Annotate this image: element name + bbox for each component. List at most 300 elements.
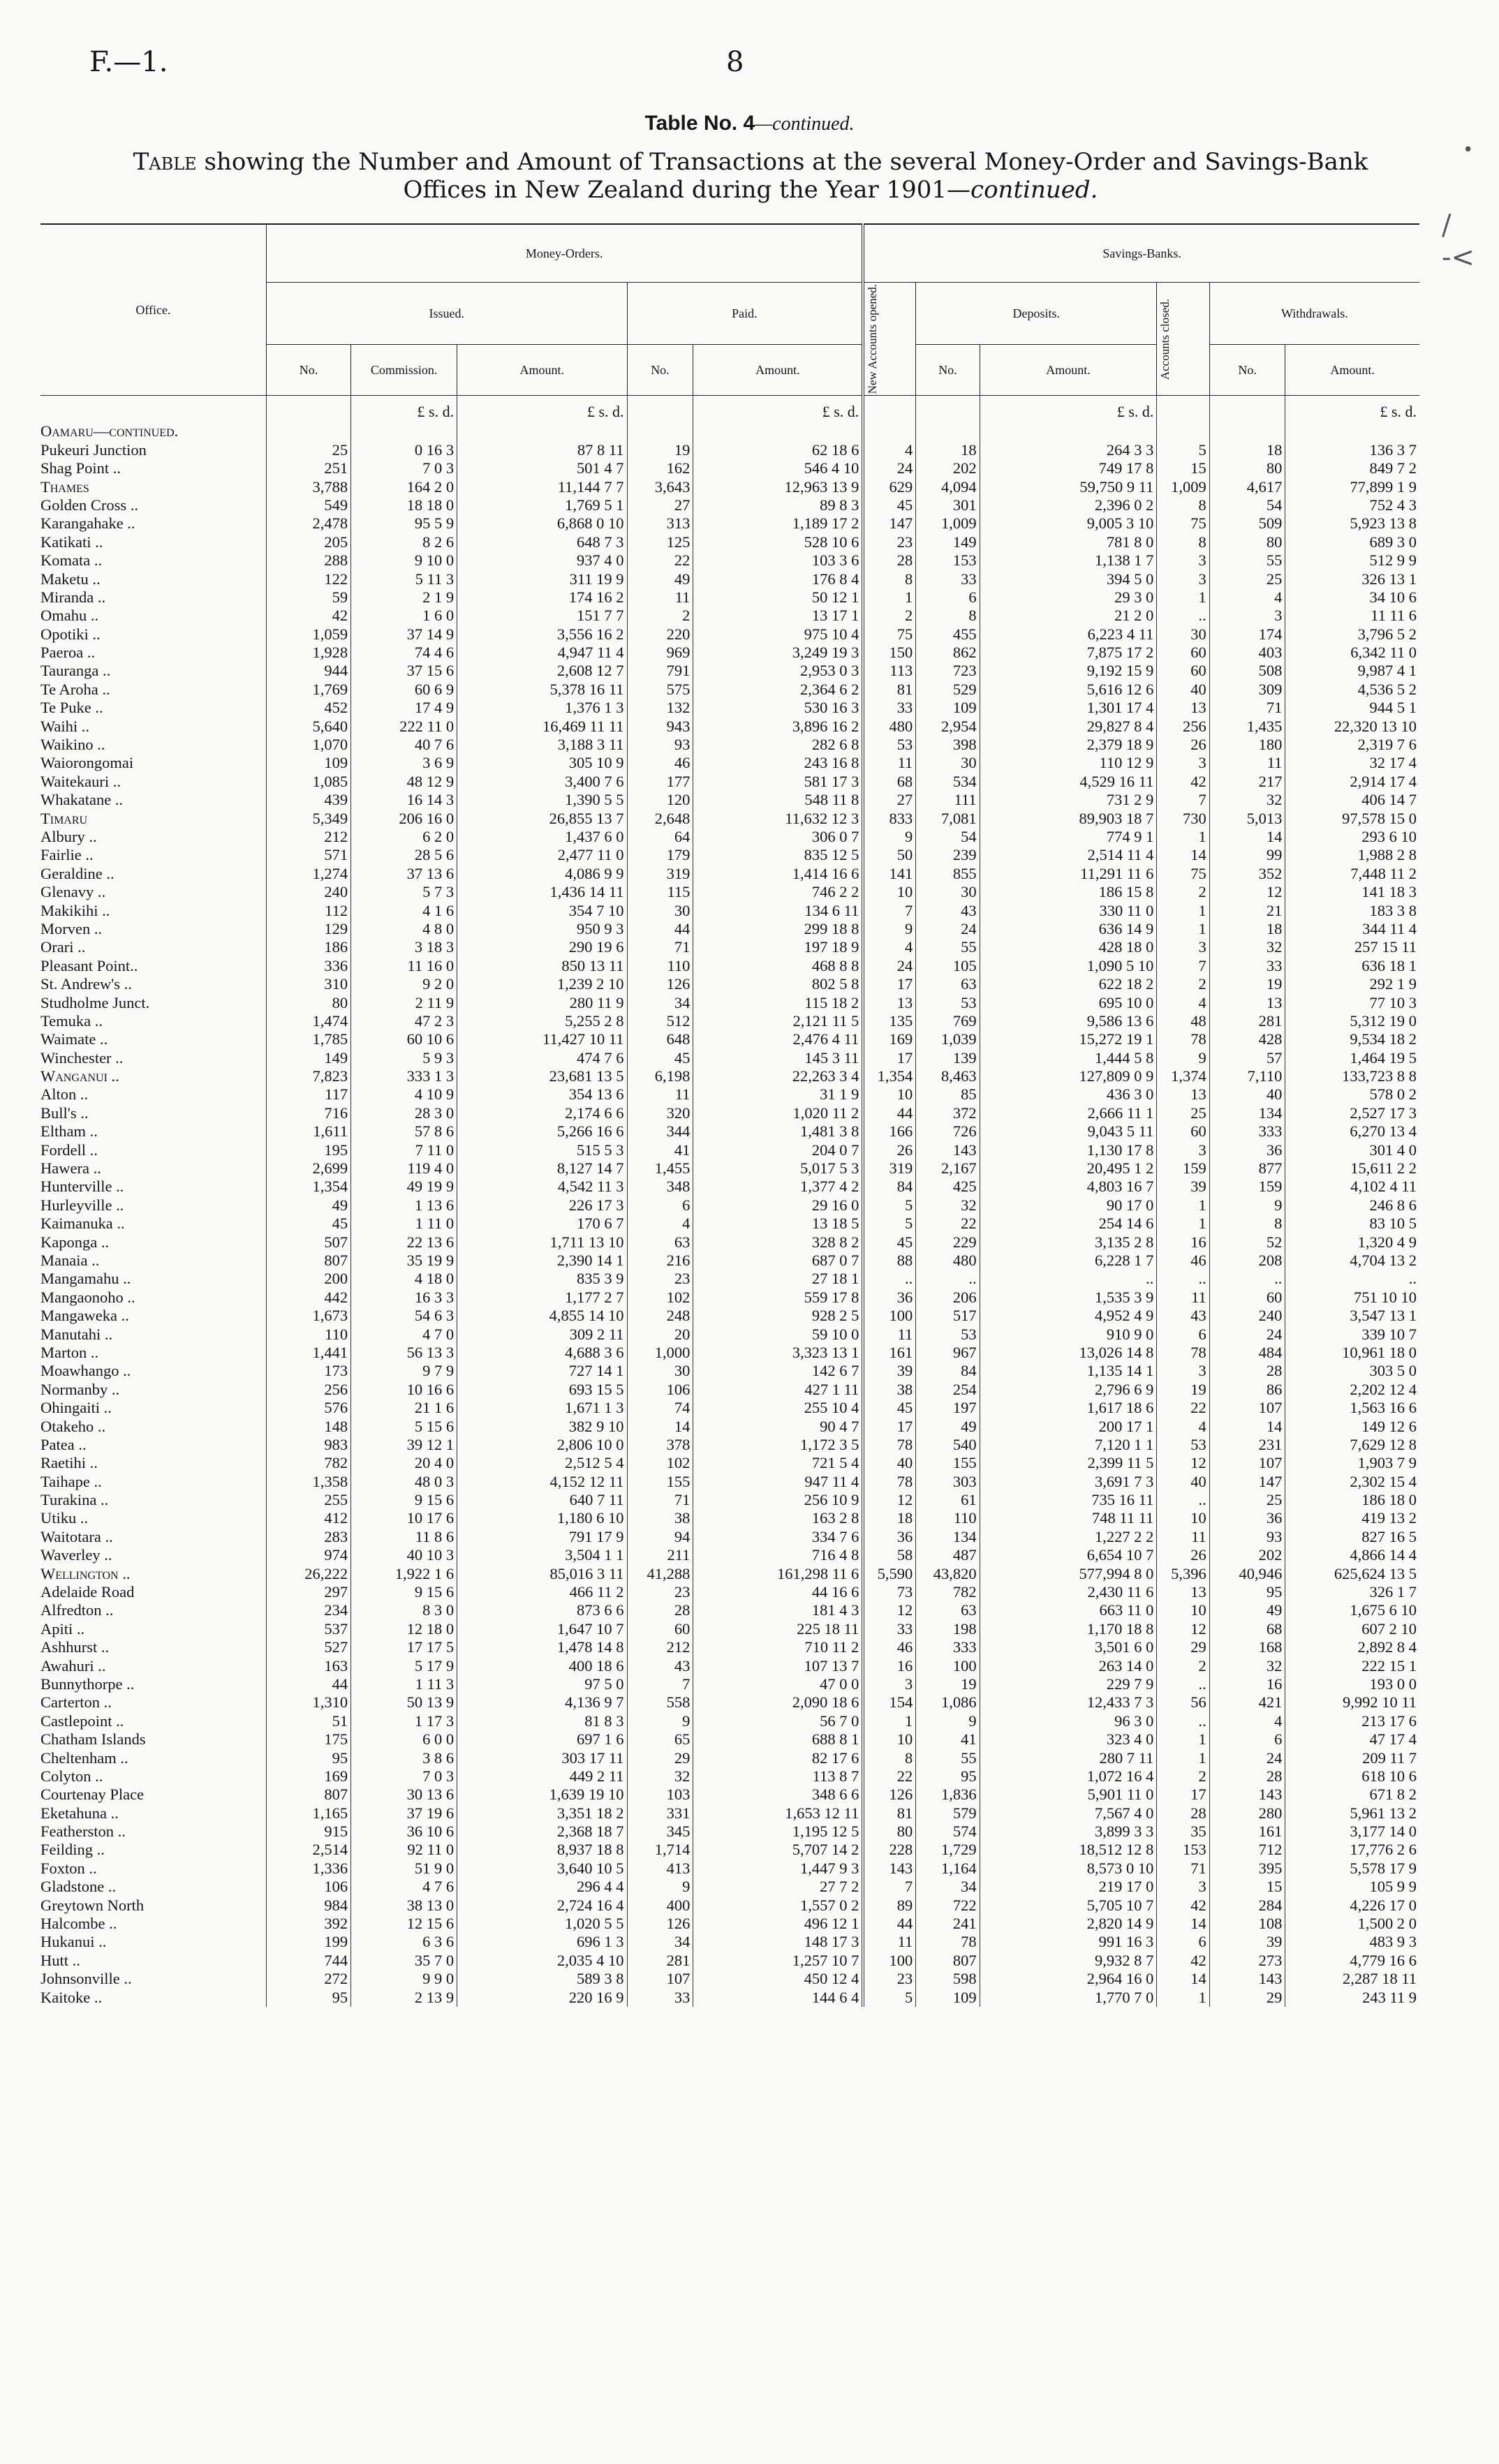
paid-no-cell: 575 <box>627 681 693 699</box>
deposits-no-cell: 455 <box>916 625 980 644</box>
paid-no-cell: 248 <box>627 1307 693 1325</box>
issued-no-cell: 442 <box>266 1289 350 1307</box>
units-cell <box>266 396 350 423</box>
deposits-amount-cell: 8,573 0 10 <box>980 1860 1157 1878</box>
deposits-amount-cell: 18,512 12 8 <box>980 1841 1157 1859</box>
table-row <box>40 570 1419 588</box>
withdrawals-amount-cell: 133,723 8 8 <box>1285 1067 1419 1085</box>
office-cell: Moawhango .. <box>40 1362 131 1380</box>
withdrawals-amount-cell: 4,704 13 2 <box>1285 1252 1419 1270</box>
office-cell: Marton .. <box>40 1343 99 1361</box>
paid-no-cell: 943 <box>627 717 693 735</box>
deposits-no-cell: 517 <box>916 1307 980 1325</box>
withdrawals-no-cell: 333 <box>1209 1122 1285 1141</box>
paid-no-cell: 6 <box>627 1196 693 1215</box>
issued-no-cell: 110 <box>266 1325 350 1343</box>
withdrawals-no-cell: 13 <box>1209 993 1285 1011</box>
deposits-amount-cell: 4,803 16 7 <box>980 1178 1157 1196</box>
deposits-no-cell: 726 <box>916 1122 980 1141</box>
new-accounts-cell: 147 <box>863 514 915 533</box>
accounts-closed-cell: 1 <box>1157 1730 1209 1749</box>
issued-no-cell: 1,611 <box>266 1122 350 1141</box>
paid-amount-cell: 947 11 4 <box>693 1472 863 1490</box>
withdrawals-amount-cell: 339 10 7 <box>1285 1325 1419 1343</box>
new-accounts-cell: 2 <box>863 607 915 625</box>
issued-amount-cell: 850 13 11 <box>457 957 627 975</box>
withdrawals-no-cell: 21 <box>1209 901 1285 919</box>
commission-cell: 9 15 6 <box>351 1583 457 1601</box>
paid-no-cell: 34 <box>627 993 693 1011</box>
commission-cell: 7 11 0 <box>351 1141 457 1159</box>
table-row <box>40 1289 1419 1307</box>
deposits-amount-cell: 577,994 8 0 <box>980 1564 1157 1582</box>
deposits-no-cell: 78 <box>916 1933 980 1951</box>
deposits-no-cell: 22 <box>916 1215 980 1233</box>
commission-cell: 2 13 9 <box>351 1988 457 2006</box>
table-row <box>40 1656 1419 1675</box>
paid-no-cell: 102 <box>627 1289 693 1307</box>
accounts-closed-label: Accounts closed. <box>1158 298 1172 380</box>
table-row <box>40 1970 1419 1988</box>
table-row <box>40 625 1419 644</box>
issued-amount-cell: 1,437 6 0 <box>457 828 627 846</box>
new-accounts-cell: 7 <box>863 901 915 919</box>
issued-amount-cell: 5,266 16 6 <box>457 1122 627 1141</box>
commission-cell: 7 0 3 <box>351 1767 457 1786</box>
office-cell: Albury .. <box>40 828 97 845</box>
commission-cell: 3 18 3 <box>351 938 457 956</box>
deposits-no-cell: 303 <box>916 1472 980 1490</box>
deposits-no-cell: 110 <box>916 1509 980 1527</box>
new-accounts-cell: 78 <box>863 1472 915 1490</box>
new-accounts-cell: 24 <box>863 957 915 975</box>
issued-amount-cell: 835 3 9 <box>457 1270 627 1288</box>
commission-cell: 5 9 3 <box>351 1049 457 1067</box>
deposits-no-cell: 53 <box>916 1325 980 1343</box>
table-row <box>40 1730 1419 1749</box>
new-accounts-cell: 10 <box>863 1085 915 1104</box>
paid-no-cell: 41,288 <box>627 1564 693 1582</box>
commission-cell: 5 11 3 <box>351 570 457 588</box>
paid-amount-cell: 548 11 8 <box>693 791 863 809</box>
new-accounts-cell: 480 <box>863 717 915 735</box>
withdrawals-no-cell: 18 <box>1209 441 1285 459</box>
paid-amount-cell: 716 4 8 <box>693 1546 863 1564</box>
office-cell: Ashhurst .. <box>40 1638 110 1656</box>
office-cell: Waitotara .. <box>40 1527 113 1545</box>
accounts-closed-cell: 16 <box>1157 1233 1209 1251</box>
withdrawals-amount-cell: 5,961 13 2 <box>1285 1804 1419 1823</box>
withdrawals-amount-cell: 213 17 6 <box>1285 1712 1419 1730</box>
accounts-closed-cell: 11 <box>1157 1528 1209 1546</box>
issued-header: Issued. <box>266 283 627 345</box>
new-accounts-cell <box>863 422 915 440</box>
table-row <box>40 1952 1419 1970</box>
withdrawals-no-cell: 52 <box>1209 1233 1285 1251</box>
paid-no-cell <box>627 422 693 440</box>
withdrawals-no-cell: 18 <box>1209 920 1285 938</box>
office-cell: Winchester .. <box>40 1048 124 1067</box>
deposits-no-cell: 54 <box>916 828 980 846</box>
office-cell: Studholme Junct. <box>40 993 150 1011</box>
paid-amount-cell: 450 12 4 <box>693 1970 863 1988</box>
paid-amount-cell: 530 16 3 <box>693 699 863 717</box>
commission-cell: 5 15 6 <box>351 1417 457 1435</box>
paid-no-cell: 791 <box>627 662 693 680</box>
units-cell <box>1157 396 1209 423</box>
deposits-amount-cell: 695 10 0 <box>980 993 1157 1011</box>
withdrawals-amount-cell: 34 10 6 <box>1285 588 1419 607</box>
accounts-closed-cell: 42 <box>1157 773 1209 791</box>
issued-no-cell: 205 <box>266 533 350 551</box>
withdrawals-no-cell: 143 <box>1209 1970 1285 1988</box>
withdrawals-no-cell: 80 <box>1209 459 1285 477</box>
commission-cell: 1,922 1 6 <box>351 1564 457 1582</box>
issued-no-cell: 744 <box>266 1952 350 1970</box>
commission-cell: 3 6 9 <box>351 754 457 772</box>
deposits-no-cell: 7,081 <box>916 809 980 827</box>
deposits-amount-cell: 89,903 18 7 <box>980 809 1157 827</box>
issued-no-cell: 186 <box>266 938 350 956</box>
deposits-no-cell: 301 <box>916 496 980 514</box>
commission-cell: 57 8 6 <box>351 1122 457 1141</box>
office-cell: Normanby .. <box>40 1380 120 1398</box>
new-accounts-cell: 11 <box>863 754 915 772</box>
office-cell: Carterton .. <box>40 1693 112 1712</box>
withdrawals-no-cell: 24 <box>1209 1749 1285 1767</box>
paid-no-cell: 211 <box>627 1546 693 1564</box>
withdrawals-amount-cell: 2,914 17 4 <box>1285 773 1419 791</box>
issued-amount-cell: 5,378 16 11 <box>457 681 627 699</box>
units-cell: £ s. d. <box>1285 396 1419 423</box>
issued-no-cell: 974 <box>266 1546 350 1564</box>
paid-header: Paid. <box>627 283 863 345</box>
paid-amount-cell: 1,414 16 6 <box>693 865 863 883</box>
withdrawals-amount-cell: 7,629 12 8 <box>1285 1436 1419 1454</box>
new-accounts-cell: 100 <box>863 1307 915 1325</box>
accounts-closed-cell: 22 <box>1157 1399 1209 1417</box>
office-cell: Maketu .. <box>40 570 101 588</box>
issued-amount-cell: 87 8 11 <box>457 441 627 459</box>
deposits-amount-cell: 4,952 4 9 <box>980 1307 1157 1325</box>
new-accounts-cell: 169 <box>863 1030 915 1048</box>
issued-no-cell: 915 <box>266 1823 350 1841</box>
new-accounts-cell: 58 <box>863 1546 915 1564</box>
issued-no-cell: 537 <box>266 1620 350 1638</box>
office-cell: Kaimanuka .. <box>40 1215 125 1233</box>
deposits-no-cell: 1,836 <box>916 1786 980 1804</box>
commission-cell: 16 14 3 <box>351 791 457 809</box>
deposits-amount-cell: 3,501 6 0 <box>980 1638 1157 1656</box>
commission-cell: 17 4 9 <box>351 699 457 717</box>
new-accounts-cell: 629 <box>863 477 915 496</box>
withdrawals-amount-cell: 483 9 3 <box>1285 1933 1419 1951</box>
caption-line2-italic: continued. <box>970 176 1098 204</box>
deposits-amount-cell: 1,444 5 8 <box>980 1049 1157 1067</box>
paid-amount-cell: 348 6 6 <box>693 1786 863 1804</box>
commission-cell: 6 3 6 <box>351 1933 457 1951</box>
accounts-closed-cell: 4 <box>1157 993 1209 1011</box>
units-cell: £ s. d. <box>980 396 1157 423</box>
issued-amount-cell: 1,376 1 3 <box>457 699 627 717</box>
issued-no-cell: 173 <box>266 1362 350 1380</box>
paid-amount-cell: 802 5 8 <box>693 975 863 993</box>
deposits-no-cell: 239 <box>916 846 980 864</box>
deposits-no-cell: 33 <box>916 570 980 588</box>
paid-no-cell: 331 <box>627 1804 693 1823</box>
deposits-no-cell: 807 <box>916 1952 980 1970</box>
deposits-amount-cell: 127,809 0 9 <box>980 1067 1157 1085</box>
issued-amount-cell <box>457 422 627 440</box>
withdrawals-amount-cell: 2,527 17 3 <box>1285 1104 1419 1122</box>
commission-cell: 4 7 0 <box>351 1325 457 1343</box>
withdrawals-amount-cell: 1,500 2 0 <box>1285 1915 1419 1933</box>
paid-amount-cell: 145 3 11 <box>693 1049 863 1067</box>
withdrawals-amount-cell: 1,464 19 5 <box>1285 1049 1419 1067</box>
table-row <box>40 1767 1419 1786</box>
office-cell: Cheltenham .. <box>40 1749 128 1767</box>
new-accounts-cell: 9 <box>863 920 915 938</box>
paid-no-cell: 344 <box>627 1122 693 1141</box>
office-cell: Whakatane .. <box>40 791 124 809</box>
withdrawals-no-cell: 134 <box>1209 1104 1285 1122</box>
issued-amount-cell: 4,136 9 7 <box>457 1693 627 1712</box>
deposits-no-cell: 95 <box>916 1767 980 1786</box>
paid-no-cell: 46 <box>627 754 693 772</box>
table-row <box>40 957 1419 975</box>
table-row <box>40 1491 1419 1509</box>
new-accounts-cell: 143 <box>863 1860 915 1878</box>
paid-amount-cell: 82 17 6 <box>693 1749 863 1767</box>
issued-no-cell: 1,928 <box>266 644 350 662</box>
units-cell <box>916 396 980 423</box>
commission-cell: 206 16 0 <box>351 809 457 827</box>
withdrawals-no-cell: 40,946 <box>1209 1564 1285 1582</box>
new-accounts-cell: 100 <box>863 1952 915 1970</box>
issued-amount-cell: 449 2 11 <box>457 1767 627 1786</box>
office-cell: Featherston .. <box>40 1823 126 1841</box>
deposits-amount-cell: 2,399 11 5 <box>980 1454 1157 1472</box>
accounts-closed-cell: 9 <box>1157 1049 1209 1067</box>
office-cell: Makikihi .. <box>40 901 110 919</box>
issued-no-cell: 1,673 <box>266 1307 350 1325</box>
commission-cell: 48 0 3 <box>351 1472 457 1490</box>
accounts-closed-cell: 42 <box>1157 1952 1209 1970</box>
deposits-amount-cell: 7,875 17 2 <box>980 644 1157 662</box>
paid-amount-cell: 11,632 12 3 <box>693 809 863 827</box>
new-accounts-cell: 135 <box>863 1012 915 1030</box>
withdrawals-no-cell <box>1209 422 1285 440</box>
issued-amount-cell: 11,144 7 7 <box>457 477 627 496</box>
withdrawals-no-cell: 421 <box>1209 1693 1285 1712</box>
paid-no-cell: 216 <box>627 1252 693 1270</box>
paid-amount-cell: 13 17 1 <box>693 607 863 625</box>
accounts-closed-cell: 56 <box>1157 1693 1209 1712</box>
issued-amount-cell: 26,855 13 7 <box>457 809 627 827</box>
issued-no-cell: 95 <box>266 1988 350 2006</box>
paid-no-cell: 71 <box>627 938 693 956</box>
paid-amount-cell: 581 17 3 <box>693 773 863 791</box>
deposits-amount-cell: 1,090 5 10 <box>980 957 1157 975</box>
commission-cell: 60 10 6 <box>351 1030 457 1048</box>
issued-amount-cell: 3,640 10 5 <box>457 1860 627 1878</box>
accounts-closed-cell: 12 <box>1157 1454 1209 1472</box>
withdrawals-amount-header: Amount. <box>1285 345 1419 396</box>
paid-amount-cell: 163 2 8 <box>693 1509 863 1527</box>
paid-amount-cell: 468 8 8 <box>693 957 863 975</box>
withdrawals-amount-cell: 243 11 9 <box>1285 1988 1419 2006</box>
paid-amount-cell: 148 17 3 <box>693 1933 863 1951</box>
accounts-closed-cell: 28 <box>1157 1804 1209 1823</box>
paid-no-cell: 11 <box>627 588 693 607</box>
paid-no-cell: 413 <box>627 1860 693 1878</box>
accounts-closed-cell: 19 <box>1157 1381 1209 1399</box>
issued-no-cell: 1,358 <box>266 1472 350 1490</box>
paid-no-cell: 103 <box>627 1786 693 1804</box>
issued-amount-header: Amount. <box>457 345 627 396</box>
deposits-amount-cell: 20,495 1 2 <box>980 1159 1157 1178</box>
withdrawals-amount-cell: .. <box>1285 1270 1419 1288</box>
paid-no-cell: 319 <box>627 865 693 883</box>
deposits-no-cell: 862 <box>916 644 980 662</box>
issued-no-cell: 452 <box>266 699 350 717</box>
withdrawals-no-cell: 25 <box>1209 1491 1285 1509</box>
deposits-no-cell <box>916 422 980 440</box>
deposits-no-cell: 579 <box>916 1804 980 1823</box>
commission-cell: 9 9 0 <box>351 1970 457 1988</box>
accounts-closed-cell: 1 <box>1157 1196 1209 1215</box>
office-cell: Pukeuri Junction <box>40 440 147 459</box>
issued-no-cell: 234 <box>266 1601 350 1619</box>
withdrawals-no-cell: 217 <box>1209 773 1285 791</box>
deposits-amount-cell: 622 18 2 <box>980 975 1157 993</box>
withdrawals-no-cell: 12 <box>1209 883 1285 901</box>
withdrawals-amount-cell: 689 3 0 <box>1285 533 1419 551</box>
office-cell: Otakeho .. <box>40 1417 106 1435</box>
office-cell: Oamaru—continued. <box>40 422 179 440</box>
issued-amount-cell: 4,152 12 11 <box>457 1472 627 1490</box>
deposits-no-cell: 574 <box>916 1823 980 1841</box>
commission-cell: 9 7 9 <box>351 1362 457 1380</box>
office-cell: Karangahake .. <box>40 514 135 533</box>
withdrawals-no-cell: 352 <box>1209 865 1285 883</box>
issued-no-cell: 26,222 <box>266 1564 350 1582</box>
accounts-closed-cell: 17 <box>1157 1786 1209 1804</box>
accounts-closed-cell: 1 <box>1157 1215 1209 1233</box>
paid-amount-cell: 688 8 1 <box>693 1730 863 1749</box>
paid-amount-cell: 835 12 5 <box>693 846 863 864</box>
issued-amount-cell: 1,478 14 8 <box>457 1638 627 1656</box>
deposits-amount-cell: 1,130 17 8 <box>980 1141 1157 1159</box>
issued-no-cell: 256 <box>266 1381 350 1399</box>
deposits-no-cell: 2,954 <box>916 717 980 735</box>
paid-no-cell: 512 <box>627 1012 693 1030</box>
paid-no-cell: 44 <box>627 920 693 938</box>
table-row <box>40 496 1419 514</box>
deposits-amount-cell: 3,899 3 3 <box>980 1823 1157 1841</box>
paid-no-cell: 179 <box>627 846 693 864</box>
paid-no-cell: 6,198 <box>627 1067 693 1085</box>
office-cell: Waiorongomai <box>40 754 134 772</box>
deposits-no-cell: 53 <box>916 993 980 1011</box>
office-cell: Eltham .. <box>40 1122 98 1141</box>
paid-amount-cell: 1,653 12 11 <box>693 1804 863 1823</box>
accounts-closed-cell: 60 <box>1157 1122 1209 1141</box>
table-number <box>0 112 1499 135</box>
commission-cell: 7 0 3 <box>351 459 457 477</box>
issued-amount-cell: 950 9 3 <box>457 920 627 938</box>
commission-cell: 9 10 0 <box>351 551 457 570</box>
table-row <box>40 883 1419 901</box>
new-accounts-cell: 10 <box>863 883 915 901</box>
issued-amount-cell: 2,035 4 10 <box>457 1952 627 1970</box>
table-row <box>40 1104 1419 1122</box>
withdrawals-header: Withdrawals. <box>1209 283 1419 345</box>
paid-no-cell: 1,455 <box>627 1159 693 1178</box>
issued-amount-cell: 296 4 4 <box>457 1878 627 1896</box>
paid-amount-cell: 2,364 6 2 <box>693 681 863 699</box>
deposits-no-cell: 18 <box>916 441 980 459</box>
deposits-header: Deposits. <box>916 283 1157 345</box>
new-accounts-cell: 88 <box>863 1252 915 1270</box>
deposits-amount-cell: 636 14 9 <box>980 920 1157 938</box>
accounts-closed-cell: 15 <box>1157 459 1209 477</box>
accounts-closed-cell: 2 <box>1157 1767 1209 1786</box>
withdrawals-no-cell: 49 <box>1209 1601 1285 1619</box>
table-row <box>40 1362 1419 1380</box>
deposits-amount-header: Amount. <box>980 345 1157 396</box>
savings-banks-header: Savings-Banks. <box>863 224 1419 283</box>
withdrawals-no-cell: 6 <box>1209 1730 1285 1749</box>
withdrawals-amount-cell: 2,202 12 4 <box>1285 1381 1419 1399</box>
table-row <box>40 1933 1419 1951</box>
accounts-closed-cell: 5 <box>1157 441 1209 459</box>
new-accounts-cell: 17 <box>863 975 915 993</box>
issued-no-cell: 272 <box>266 1970 350 1988</box>
caption-line1: showing the Number and Amount of Transactions at the several Money-Order and Savings-Bank <box>204 148 1368 176</box>
paid-amount-cell: 528 10 6 <box>693 533 863 551</box>
commission-cell: 8 2 6 <box>351 533 457 551</box>
paid-no-cell: 34 <box>627 1933 693 1951</box>
table-row <box>40 1804 1419 1823</box>
office-cell: Te Aroha .. <box>40 680 110 698</box>
withdrawals-no-cell: 428 <box>1209 1030 1285 1048</box>
new-accounts-cell: 22 <box>863 1767 915 1786</box>
office-cell: Halcombe .. <box>40 1915 117 1933</box>
withdrawals-amount-cell: 83 10 5 <box>1285 1215 1419 1233</box>
deposits-no-cell: 55 <box>916 938 980 956</box>
deposits-no-cell: 49 <box>916 1417 980 1435</box>
issued-amount-cell: 640 7 11 <box>457 1491 627 1509</box>
issued-no-cell: 336 <box>266 957 350 975</box>
paid-no-cell: 7 <box>627 1675 693 1693</box>
issued-no-cell: 2,478 <box>266 514 350 533</box>
deposits-amount-cell: 394 5 0 <box>980 570 1157 588</box>
deposits-no-cell: 967 <box>916 1344 980 1362</box>
issued-amount-cell: 2,390 14 1 <box>457 1252 627 1270</box>
paid-no-cell: 177 <box>627 773 693 791</box>
commission-cell: 74 4 6 <box>351 644 457 662</box>
issued-amount-cell: 1,020 5 5 <box>457 1915 627 1933</box>
table-row <box>40 1546 1419 1564</box>
withdrawals-no-cell: 284 <box>1209 1896 1285 1914</box>
new-accounts-cell: 80 <box>863 1823 915 1841</box>
units-cell: £ s. d. <box>351 396 457 423</box>
deposits-amount-cell: 428 18 0 <box>980 938 1157 956</box>
office-cell: Paeroa .. <box>40 644 96 662</box>
table-row <box>40 1454 1419 1472</box>
office-cell: Patea .. <box>40 1435 87 1453</box>
